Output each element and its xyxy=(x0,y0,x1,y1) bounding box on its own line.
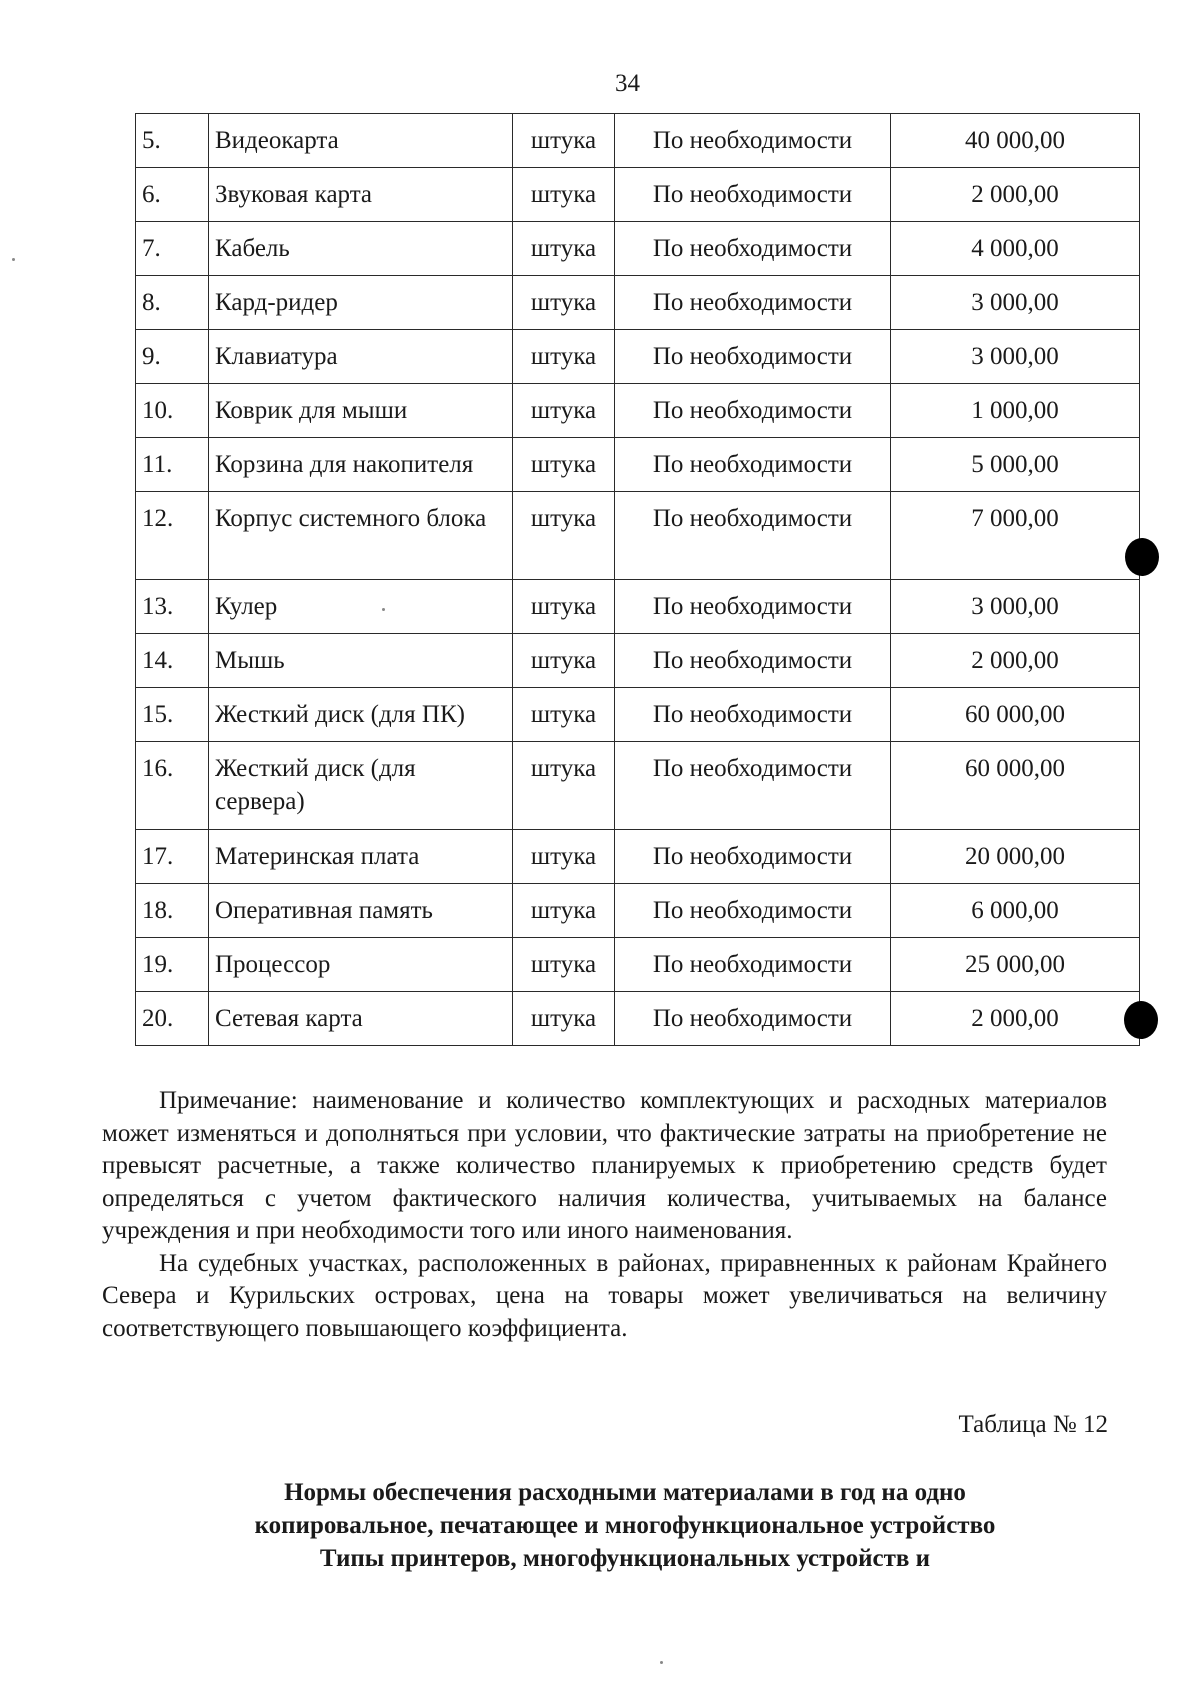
quantity-cell: По необходимости xyxy=(615,222,891,276)
price-cell: 20 000,00 xyxy=(891,830,1140,884)
unit-cell: штука xyxy=(513,330,615,384)
binder-hole-mark xyxy=(1124,1001,1158,1039)
item-name-cell: Мышь xyxy=(209,634,513,688)
unit-cell: штука xyxy=(513,580,615,634)
unit-cell: штука xyxy=(513,884,615,938)
table-row xyxy=(136,438,1140,492)
item-name-cell: Коврик для мыши xyxy=(209,384,513,438)
row-number-cell: 19. xyxy=(136,938,209,992)
item-name-cell: Оперативная память xyxy=(209,884,513,938)
table-row xyxy=(136,830,1140,884)
quantity-cell: По необходимости xyxy=(615,938,891,992)
table-row xyxy=(136,884,1140,938)
unit-cell: штука xyxy=(513,634,615,688)
row-number-cell: 15. xyxy=(136,688,209,742)
price-cell: 5 000,00 xyxy=(891,438,1140,492)
row-number-cell: 12. xyxy=(136,492,209,580)
table-row xyxy=(136,384,1140,438)
row-number-cell: 20. xyxy=(136,992,209,1046)
quantity-cell: По необходимости xyxy=(615,114,891,168)
quantity-cell: По необходимости xyxy=(615,580,891,634)
unit-cell: штука xyxy=(513,938,615,992)
heading-line-2: копировальное, печатающее и многофункциональное устройство xyxy=(254,1512,996,1539)
price-cell: 2 000,00 xyxy=(891,992,1140,1046)
unit-cell: штука xyxy=(513,276,615,330)
quantity-cell: По необходимости xyxy=(615,438,891,492)
quantity-cell: По необходимости xyxy=(615,830,891,884)
quantity-cell: По необходимости xyxy=(615,276,891,330)
item-name-cell: Звуковая карта xyxy=(209,168,513,222)
table-row xyxy=(136,114,1140,168)
price-cell: 6 000,00 xyxy=(891,884,1140,938)
row-number-cell: 9. xyxy=(136,330,209,384)
table-row xyxy=(136,330,1140,384)
row-number-cell: 8. xyxy=(136,276,209,330)
unit-cell: штука xyxy=(513,168,615,222)
note-paragraph-1: Примечание: наименование и количество комплектующих и расходных материалов может изменяться и дополняться при условии, что фактические затраты на приобретение не превысят расчетные, а также количество планируемых к приобретению средств будет определяться с учетом фактического наличия количества, учитываемых на балансе учреждения и при необходимости того или иного наименования. xyxy=(102,1087,1107,1244)
scan-speck xyxy=(12,258,15,261)
note-section xyxy=(102,1085,1107,1345)
row-number-cell: 16. xyxy=(136,742,209,830)
quantity-cell: По необходимости xyxy=(615,742,891,830)
row-number-cell: 7. xyxy=(136,222,209,276)
page-number: 34 xyxy=(615,70,640,97)
row-number-cell: 18. xyxy=(136,884,209,938)
row-number-cell: 14. xyxy=(136,634,209,688)
table-row xyxy=(136,222,1140,276)
price-cell: 1 000,00 xyxy=(891,384,1140,438)
unit-cell: штука xyxy=(513,830,615,884)
table-row xyxy=(136,580,1140,634)
unit-cell: штука xyxy=(513,992,615,1046)
table-row xyxy=(136,492,1140,580)
components-table-body xyxy=(136,114,1140,1046)
quantity-cell: По необходимости xyxy=(615,492,891,580)
item-name-cell: Жесткий диск (для сервера) xyxy=(209,742,513,830)
price-cell: 3 000,00 xyxy=(891,330,1140,384)
unit-cell: штука xyxy=(513,688,615,742)
scan-speck xyxy=(382,608,385,611)
item-name-cell: Процессор xyxy=(209,938,513,992)
item-name-cell: Корзина для накопителя xyxy=(209,438,513,492)
item-name-cell: Кард-ридер xyxy=(209,276,513,330)
unit-cell: штука xyxy=(513,114,615,168)
row-number-cell: 10. xyxy=(136,384,209,438)
price-cell: 40 000,00 xyxy=(891,114,1140,168)
price-cell: 25 000,00 xyxy=(891,938,1140,992)
item-name-cell: Клавиатура xyxy=(209,330,513,384)
item-name-cell: Жесткий диск (для ПК) xyxy=(209,688,513,742)
price-cell: 2 000,00 xyxy=(891,634,1140,688)
table-row xyxy=(136,992,1140,1046)
item-name-cell: Видеокарта xyxy=(209,114,513,168)
section-heading xyxy=(100,1476,1150,1575)
table-row xyxy=(136,688,1140,742)
quantity-cell: По необходимости xyxy=(615,634,891,688)
quantity-cell: По необходимости xyxy=(615,688,891,742)
unit-cell: штука xyxy=(513,384,615,438)
item-name-cell: Корпус системного блока xyxy=(209,492,513,580)
price-cell: 4 000,00 xyxy=(891,222,1140,276)
item-name-cell: Сетевая карта xyxy=(209,992,513,1046)
binder-hole-mark xyxy=(1125,538,1159,576)
row-number-cell: 5. xyxy=(136,114,209,168)
table-number-label: Таблица № 12 xyxy=(958,1411,1108,1438)
row-number-cell: 17. xyxy=(136,830,209,884)
quantity-cell: По необходимости xyxy=(615,992,891,1046)
price-cell: 3 000,00 xyxy=(891,276,1140,330)
price-cell: 60 000,00 xyxy=(891,742,1140,830)
table-row xyxy=(136,634,1140,688)
price-cell: 2 000,00 xyxy=(891,168,1140,222)
quantity-cell: По необходимости xyxy=(615,884,891,938)
item-name-cell: Кабель xyxy=(209,222,513,276)
table-row xyxy=(136,276,1140,330)
unit-cell: штука xyxy=(513,492,615,580)
row-number-cell: 11. xyxy=(136,438,209,492)
item-name-cell: Материнская плата xyxy=(209,830,513,884)
unit-cell: штука xyxy=(513,222,615,276)
unit-cell: штука xyxy=(513,742,615,830)
price-cell: 7 000,00 xyxy=(891,492,1140,580)
unit-cell: штука xyxy=(513,438,615,492)
price-cell: 60 000,00 xyxy=(891,688,1140,742)
quantity-cell: По необходимости xyxy=(615,330,891,384)
heading-line-3: Типы принтеров, многофункциональных устройств и xyxy=(319,1545,931,1572)
table-row xyxy=(136,938,1140,992)
table-row xyxy=(136,168,1140,222)
row-number-cell: 13. xyxy=(136,580,209,634)
table-row xyxy=(136,742,1140,830)
note-paragraph-2: На судебных участках, расположенных в районах, приравненных к районам Крайнего Севера и Курильских островах, цена на товары может увеличиваться на величину соответствующего повышающего коэффициента. xyxy=(102,1249,1107,1342)
scan-speck xyxy=(660,1661,663,1664)
price-cell: 3 000,00 xyxy=(891,580,1140,634)
row-number-cell: 6. xyxy=(136,168,209,222)
item-name-cell: Кулер xyxy=(209,580,513,634)
components-table xyxy=(135,113,1140,1046)
quantity-cell: По необходимости xyxy=(615,384,891,438)
heading-line-1: Нормы обеспечения расходными материалами в год на одно xyxy=(284,1479,966,1506)
quantity-cell: По необходимости xyxy=(615,168,891,222)
